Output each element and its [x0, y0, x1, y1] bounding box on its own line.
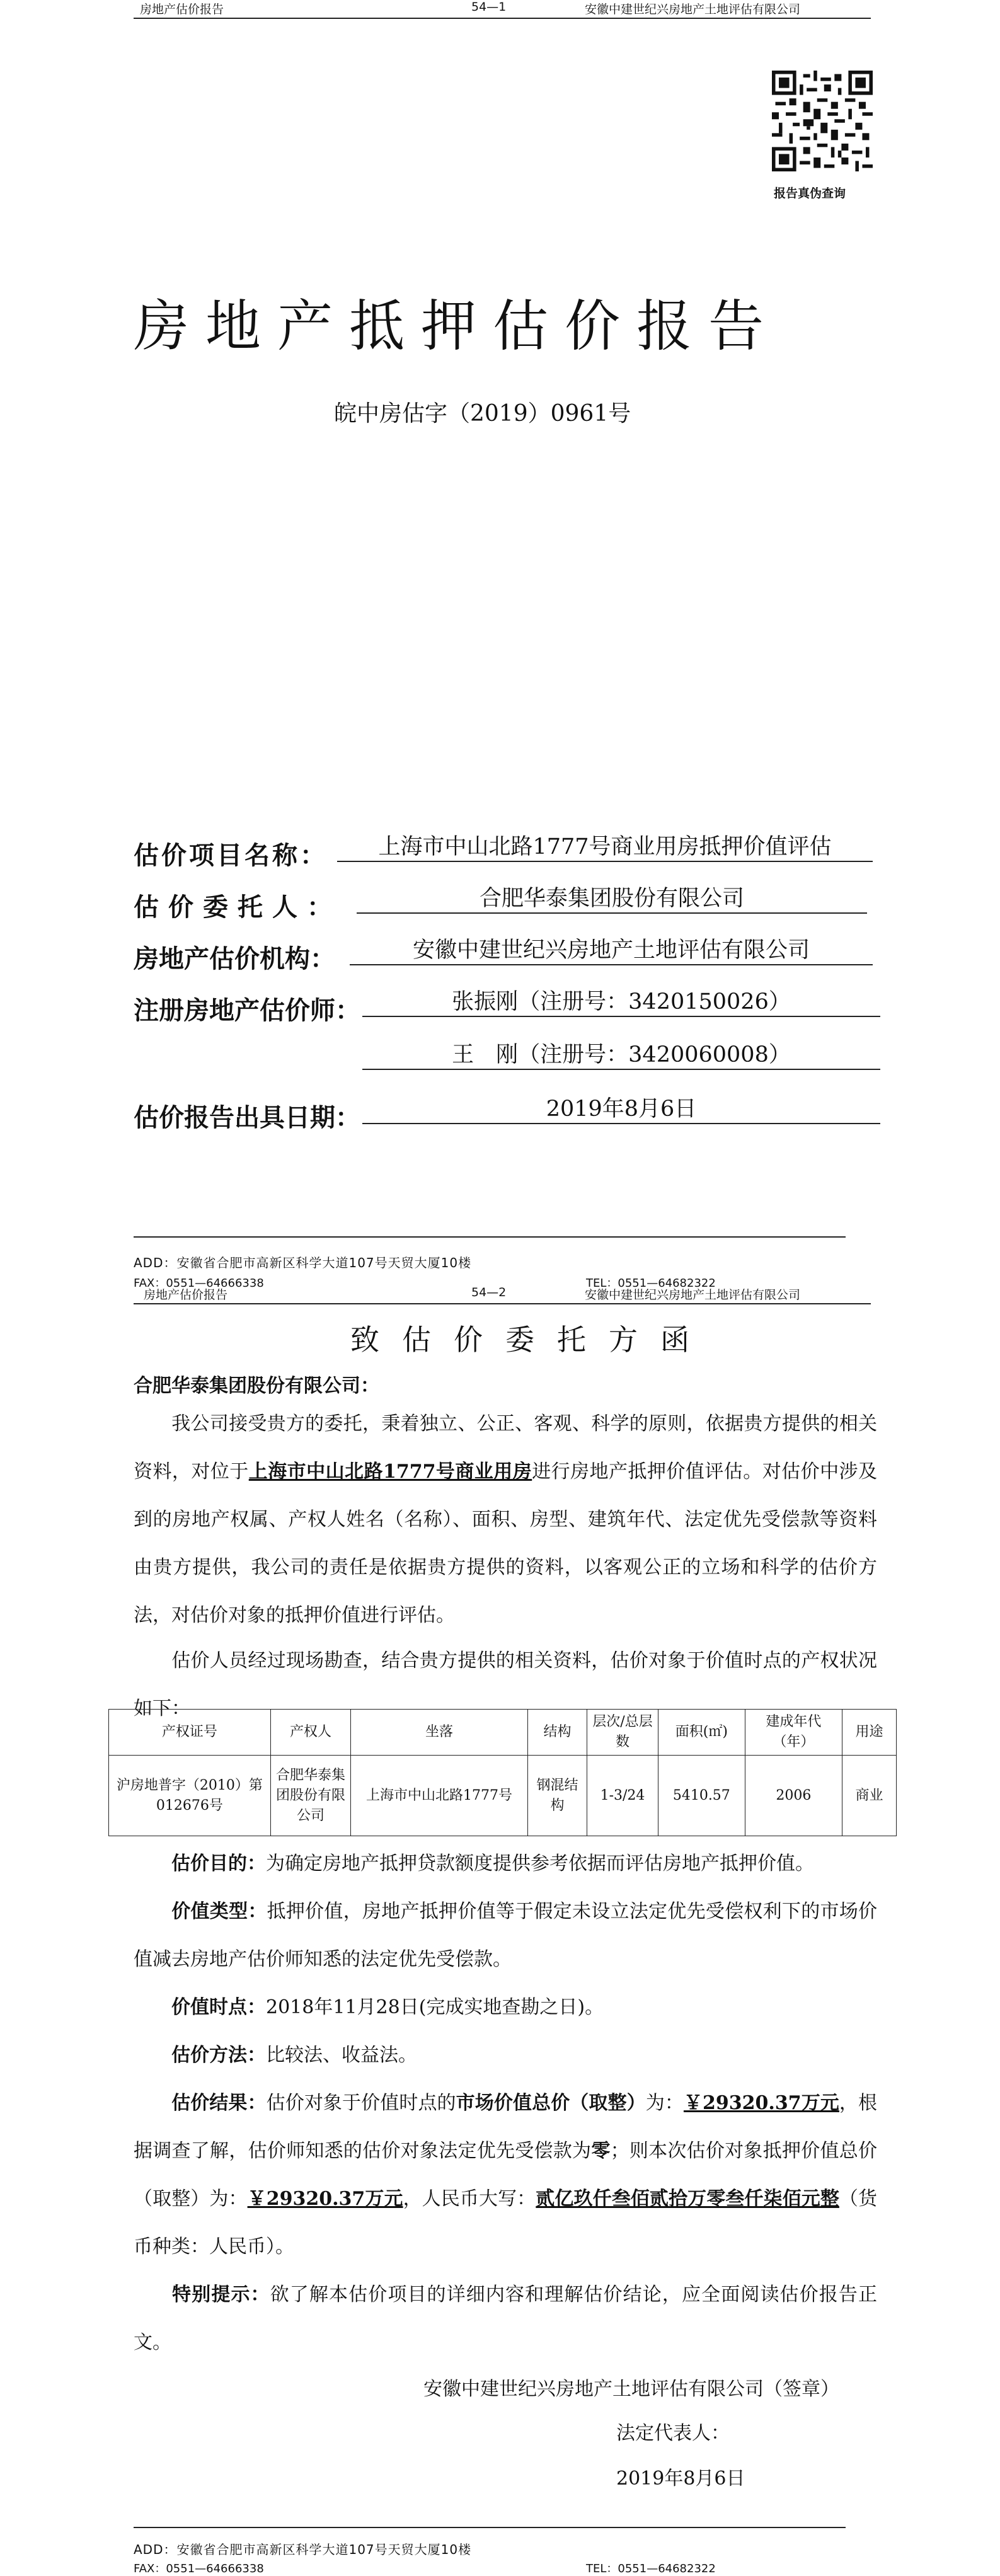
- th-built-year: 建成年代（年）: [745, 1710, 842, 1756]
- method-label: 估价方法：: [171, 2044, 266, 2066]
- th-cert-no: 产权证号: [109, 1710, 271, 1756]
- page2-footer-address: ADD：安徽省合肥市高新区科学大道107号天贸大厦10楼: [134, 2542, 472, 2557]
- page2-footer-fax: FAX：0551—64666338: [134, 2562, 264, 2575]
- result-t5: ，根据调查了解，估价师知悉的估价对象法定优先受偿款为: [134, 2092, 878, 2162]
- info-value-appraiser-2: 王 刚（注册号：3420060008）: [362, 1041, 880, 1070]
- th-owner: 产权人: [270, 1710, 350, 1756]
- th-usage: 用途: [842, 1710, 896, 1756]
- page2-header-page-number: 54—2: [471, 1285, 507, 1299]
- para1-text-a: 我公司接受贵方的委托，秉着独立、公正、客观、科学的原则，依据贵方提供的相关资料，对位于: [134, 1413, 877, 1483]
- page1-footer-fax: FAX：0551—64666338: [134, 1277, 264, 1290]
- result-mortgage-value: ￥29320.37万元: [247, 2188, 403, 2210]
- page1-footer-tel: TEL：0551—64682322: [586, 1277, 716, 1290]
- page2-header-left: 房地产估价报告: [144, 1288, 228, 1302]
- page2-header-right: 安徽中建世纪兴房地产土地评估有限公司: [585, 1288, 801, 1302]
- signature-legal-rep: 法定代表人：: [616, 2422, 730, 2444]
- page2-footer-tel: TEL：0551—64682322: [586, 2562, 716, 2575]
- info-value-appraiser-1: 张振刚（注册号：3420150026）: [362, 988, 880, 1017]
- qr-code: [772, 71, 873, 171]
- th-structure: 结构: [527, 1710, 587, 1756]
- para2-text: 估价人员经过现场勘查，结合贵方提供的相关资料，估价对象于价值时点的产权状况如下：: [134, 1650, 877, 1720]
- td-floors: 1-3/24: [587, 1756, 658, 1836]
- value-type-label: 价值类型：: [171, 1900, 267, 1923]
- page1-header-page-number: 54—1: [471, 0, 507, 14]
- result-paragraph: [134, 2079, 877, 2271]
- result-t9: ，人民币大写：: [403, 2188, 536, 2210]
- value-date-text: 2018年11月28日(完成实地查勘之日)。: [266, 1996, 604, 2018]
- purpose-label: 估价目的：: [171, 1853, 266, 1875]
- info-label-date: 估价报告出具日期：: [134, 1103, 360, 1132]
- special-note-paragraph: [134, 2271, 877, 2367]
- th-area: 面积(㎡): [658, 1710, 745, 1756]
- page1-footer-address: ADD：安徽省合肥市高新区科学大道107号天贸大厦10楼: [134, 1255, 472, 1270]
- result-market-value: ￥29320.37万元: [683, 2092, 839, 2114]
- th-floors: 层次/总层数: [587, 1710, 658, 1756]
- special-note-text: 欲了解本估价项目的详细内容和理解估价结论，应全面阅读估价报告正文。: [134, 2284, 878, 2354]
- info-label-appraiser: 注册房地产估价师：: [134, 996, 360, 1025]
- report-title: 房地产抵押估价报告: [134, 294, 781, 359]
- result-t7: ；则本次估价对象抵押价值总价（取整）为：: [134, 2140, 878, 2210]
- special-note-label: 特别提示：: [171, 2284, 270, 2306]
- value-date-paragraph: [134, 1984, 877, 2032]
- td-area: 5410.57: [658, 1756, 745, 1836]
- para1-text-c: 进行房地产抵押价值评估。对估价中涉及到的房地产权属、产权人姓名（名称）、面积、房型、建筑年代、法定优先受偿款等资料由贵方提供，我公司的责任是依据贵方提供的资料，以客观公正的立场和科学的估价方法，对估价对象的抵押价值进行评估。: [134, 1461, 878, 1626]
- purpose-paragraph: [134, 1840, 877, 1888]
- signature-company: 安徽中建世纪兴房地产土地评估有限公司（签章）: [423, 2378, 839, 2400]
- page1-header-left: 房地产估价报告: [140, 3, 224, 16]
- result-label: 估价结果：: [171, 2092, 267, 2114]
- page2-footer-rule: [134, 2527, 846, 2528]
- td-owner: 合肥华泰集团股份有限公司: [270, 1756, 350, 1836]
- td-built-year: 2006: [745, 1756, 842, 1836]
- letter-salutation: 合肥华泰集团股份有限公司：: [134, 1375, 379, 1397]
- letter-paragraph-1: [134, 1400, 877, 1640]
- info-label-project: 估价项目名称：: [134, 841, 328, 870]
- td-location: 上海市中山北路1777号: [351, 1756, 528, 1836]
- method-paragraph: [134, 2032, 877, 2079]
- info-label-client: 估价委托人：: [134, 893, 342, 922]
- td-structure: 钢混结构: [527, 1756, 587, 1836]
- value-type-text: 抵押价值，房地产抵押价值等于假定未设立法定优先受偿权利下的市场价值减去房地产估价师知悉的法定优先受偿款。: [134, 1900, 878, 1970]
- page1-footer-rule: [134, 1236, 846, 1238]
- page2-header-rule: [134, 1303, 871, 1304]
- method-text: 比较法、收益法。: [266, 2044, 417, 2066]
- table-row: [109, 1756, 897, 1836]
- para1-property-address: 上海市中山北路1777号商业用房: [248, 1461, 532, 1483]
- qr-caption: 报告真伪查询: [774, 187, 846, 200]
- purpose-text: 为确定房地产抵押贷款额度提供参考依据而评估房地产抵押价值。: [266, 1853, 814, 1875]
- result-t3: 为：: [645, 2092, 684, 2114]
- info-value-date: 2019年8月6日: [362, 1095, 880, 1124]
- td-usage: 商业: [842, 1756, 896, 1836]
- page1-header-right: 安徽中建世纪兴房地产土地评估有限公司: [585, 3, 801, 16]
- info-value-project: 上海市中山北路1777号商业用房抵押价值评估: [337, 833, 873, 862]
- result-t1: 估价对象于价值时点的: [266, 2092, 456, 2114]
- value-date-label: 价值时点：: [171, 1996, 266, 2018]
- signature-date: 2019年8月6日: [616, 2468, 745, 2490]
- property-table: [108, 1709, 897, 1836]
- info-value-client: 合肥华泰集团股份有限公司: [357, 885, 867, 914]
- result-t2: 市场价值总价（取整）: [456, 2092, 646, 2114]
- property-table-header-row: [109, 1710, 897, 1756]
- result-amount-in-words: 贰亿玖仟叁佰贰拾万零叁仟柒佰元整: [536, 2188, 839, 2210]
- report-number: 皖中房估字（2019）0961号: [334, 401, 631, 427]
- info-value-agency: 安徽中建世纪兴房地产土地评估有限公司: [350, 936, 873, 965]
- value-type-paragraph: [134, 1888, 877, 1984]
- result-t11: （货币种类：人民币）。: [134, 2188, 878, 2258]
- letter-title: 致估价委托方函: [350, 1323, 712, 1357]
- result-t6: 零: [591, 2140, 611, 2162]
- info-label-agency: 房地产估价机构：: [134, 945, 335, 974]
- page1-header-rule: [134, 18, 871, 19]
- td-cert-no: 沪房地普字（2010）第012676号: [109, 1756, 271, 1836]
- th-location: 坐落: [351, 1710, 528, 1756]
